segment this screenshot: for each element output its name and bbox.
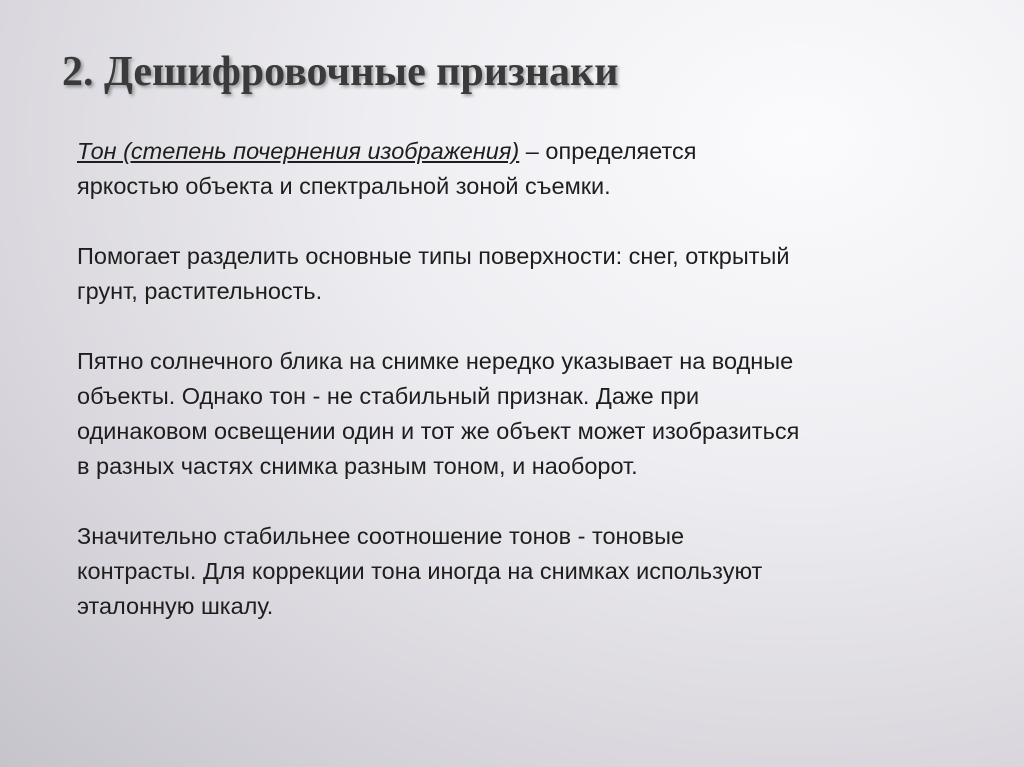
paragraph-tone-definition [77,134,977,204]
text-fragment: – определяется [519,138,697,164]
text-line: Помогает разделить основные типы поверхности: снег, открытый [77,243,790,269]
text-line: одинаковом освещении один и тот же объект может изобразиться [77,418,800,444]
text-line: контрасты. Для коррекции тона иногда на снимках используют [77,558,763,584]
text-line: Пятно солнечного блика на снимке нередко указывает на водные [77,348,794,374]
text-line [77,134,977,169]
text-line: эталонную шкалу. [77,593,274,619]
slide-title: 2. Дешифровочные признаки [62,49,619,95]
text-line: Значительно стабильнее соотношение тонов - тоновые [77,523,685,549]
text-line: объекты. Однако тон - не стабильный признак. Даже при [77,383,700,409]
slide-body [77,134,977,659]
term-tone: Тон (степень почернения изображения) [77,138,520,164]
paragraph-sun-glint [77,344,977,484]
text-line: в разных частях снимка разным тоном, и наоборот. [77,453,638,479]
text-line: яркостью объекта и спектральной зоной съемки. [77,173,611,199]
paragraph-tone-contrasts [77,519,977,624]
text-line: грунт, растительность. [77,278,323,304]
paragraph-surface-types [77,239,977,309]
